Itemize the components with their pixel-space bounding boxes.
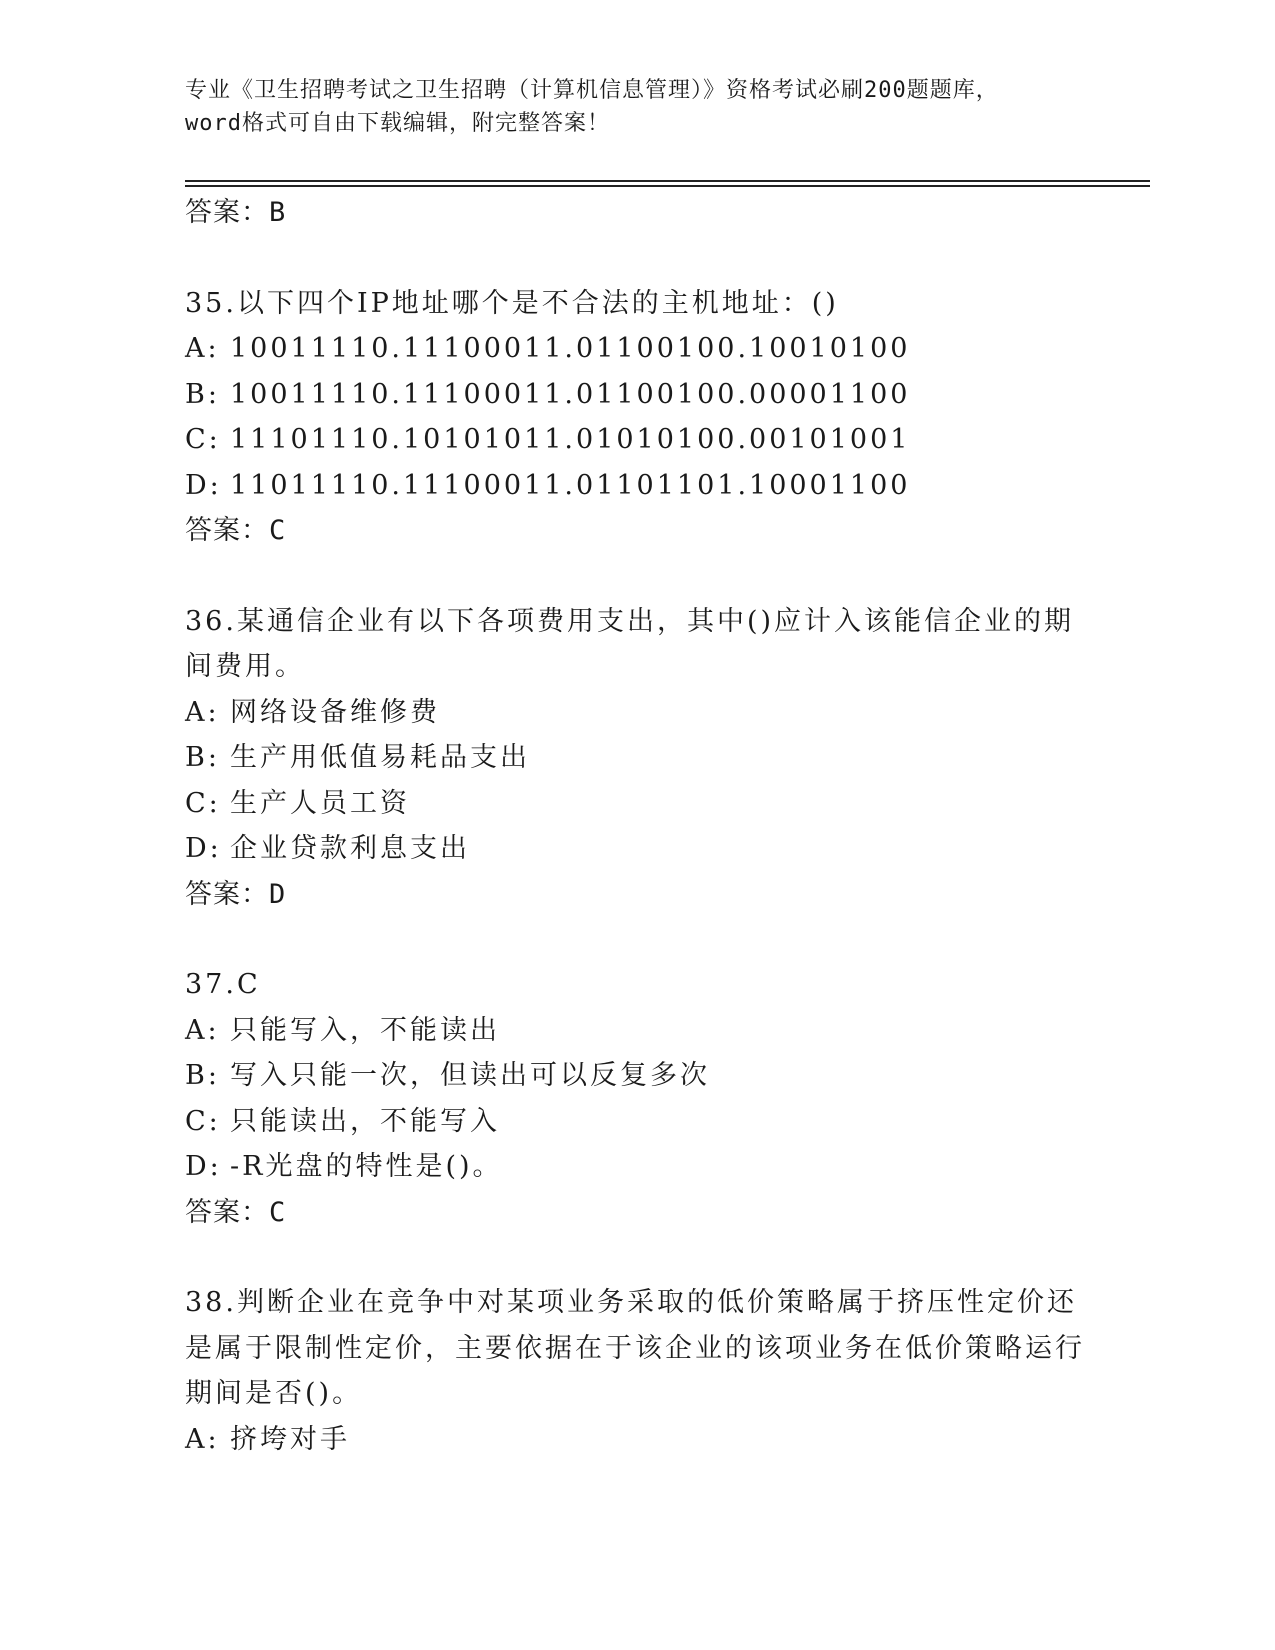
- option-a: [185, 1008, 1090, 1054]
- header-divider-top: [185, 180, 1150, 182]
- option-text: 只能读出，不能写入: [230, 1105, 500, 1137]
- option-letter: C:: [185, 424, 221, 455]
- option-c: [185, 1099, 1090, 1145]
- option-d: [185, 463, 1090, 509]
- question-37: 37.C: [185, 969, 261, 1000]
- spacer: [185, 917, 1090, 962]
- answer-line: 答案：C: [185, 1196, 287, 1228]
- spacer: [185, 236, 1090, 281]
- option-text: 10011110.11100011.01100100.10010100: [230, 333, 911, 364]
- header-line-1: 专业《卫生招聘考试之卫生招聘（计算机信息管理）》资格考试必刷200题题库，: [185, 78, 999, 103]
- option-letter: D:: [185, 1151, 222, 1182]
- option-letter: D:: [185, 833, 222, 864]
- option-letter: A:: [185, 1014, 220, 1046]
- option-a: [185, 1417, 1090, 1463]
- option-letter: D:: [185, 469, 222, 501]
- option-letter: A:: [185, 696, 220, 728]
- option-letter: A:: [185, 1423, 220, 1455]
- spacer: [185, 1235, 1090, 1280]
- document-header: [185, 74, 1085, 140]
- option-text: 写入只能一次，但读出可以反复多次: [230, 1060, 710, 1091]
- option-d: [185, 1144, 1090, 1190]
- question-35: 35.以下四个IP地址哪个是不合法的主机地址：(): [185, 287, 839, 319]
- option-text: 生产人员工资: [230, 787, 410, 819]
- option-letter: C:: [185, 787, 221, 819]
- document-body: [185, 190, 1090, 1462]
- option-text: 10011110.11100011.01100100.00001100: [230, 378, 911, 410]
- answer-line: 答案：D: [185, 878, 287, 910]
- spacer: [185, 554, 1090, 599]
- option-b: [185, 735, 1090, 781]
- option-b: [185, 1053, 1090, 1099]
- option-text: 挤垮对手: [230, 1423, 350, 1455]
- question-38: 38.判断企业在竞争中对某项业务采取的低价策略属于挤压性定价还是属于限制性定价，主要依据在于该企业的该项业务在低价策略运行期间是否()。: [185, 1287, 1085, 1409]
- option-letter: B:: [185, 742, 220, 773]
- option-text: 网络设备维修费: [230, 696, 440, 728]
- header-line-2: word格式可自由下载编辑，附完整答案！: [185, 111, 610, 136]
- option-b: [185, 372, 1090, 418]
- question-36: 36.某通信企业有以下各项费用支出，其中()应计入该能信企业的期间费用。: [185, 605, 1075, 682]
- option-text: 11101110.10101011.01010100.00101001: [230, 424, 911, 455]
- option-c: [185, 781, 1090, 827]
- answer-line: 答案：B: [185, 197, 287, 228]
- option-text: 企业贷款利息支出: [230, 833, 470, 864]
- option-letter: B:: [185, 1060, 220, 1091]
- answer-line: 答案：C: [185, 515, 287, 546]
- option-d: [185, 826, 1090, 872]
- option-text: 生产用低值易耗品支出: [230, 742, 530, 773]
- option-c: [185, 417, 1090, 463]
- option-letter: C:: [185, 1105, 221, 1137]
- option-a: [185, 326, 1090, 372]
- option-text: 11011110.11100011.01101101.10001100: [230, 469, 911, 501]
- option-letter: A:: [185, 333, 220, 364]
- option-text: 只能写入，不能读出: [230, 1014, 500, 1046]
- option-letter: B:: [185, 378, 220, 410]
- header-divider-bottom: [185, 185, 1150, 187]
- option-text: -R光盘的特性是()。: [230, 1151, 503, 1182]
- option-a: [185, 690, 1090, 736]
